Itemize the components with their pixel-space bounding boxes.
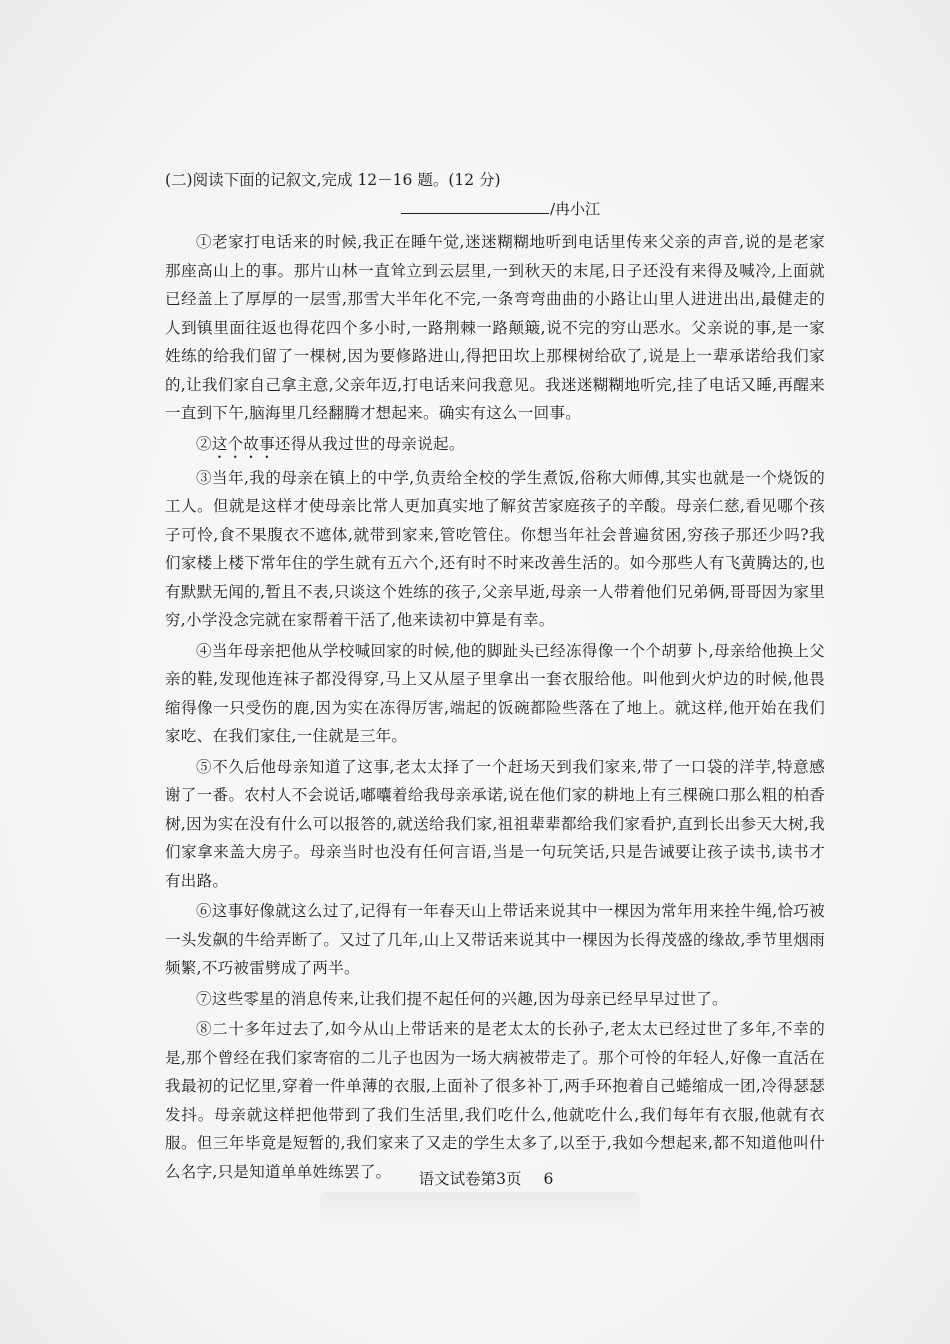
- paragraph-2-text: 还得从我过世的母亲说起。: [275, 434, 465, 453]
- paragraph-5: ⑤不久后他母亲知道了这事,老太太择了一个赶场天到我们家来,带了一口袋的洋芋,特意感谢了一番。农村人不会说话,嘟囔着给我母亲承诺,说在他们家的耕地上有三棵碗口那么粗的柏香树,因为实在没有什么可以报答的,就送给我们家,祖祖辈辈都给我们家看护,直到长出参天大树,我们家拿来盖大房子。母亲当时也没有任何言语,当是一句玩笑话,只是告诫要让孩子读书,读书才有出路。: [165, 757, 825, 890]
- title-byline-row: [165, 198, 825, 220]
- title-blank-line: [401, 213, 549, 214]
- section-header: (二)阅读下面的记叙文,完成 12－16 题。(12 分): [165, 171, 501, 189]
- paragraph-2: [165, 430, 825, 462]
- emphasized-phrase: 这个故事: [211, 434, 276, 453]
- paragraph-2-number: ②: [196, 434, 212, 453]
- page-footer: [0, 1168, 950, 1190]
- paragraph-8: ⑧二十多年过去了,如今从山上带话来的是老太太的长孙子,老太太已经过世了多年,不幸的是,那个曾经在我们家寄宿的二儿子也因为一场大病被带走了。那个可怜的年轻人,好像一直活在我最初的记忆里,穿着一件单薄的衣服,上面补了很多补丁,两手环抱着自己蜷缩成一团,冷得瑟瑟发抖。母亲就这样把他带到了我们生活里,我们吃什么,他就吃什么,我们每年有衣服,他就有衣服。但三年毕竟是短暂的,我们家来了又走的学生太多了,以至于,我如今想起来,都不知道他叫什么名字,只是知道单单姓练罢了。: [165, 1020, 825, 1181]
- paragraph-6: ⑥这事好像就这么过了,记得有一年春天山上带话来说其中一棵因为常年用来拴牛绳,恰巧被一头发飙的牛给弄断了。又过了几年,山上又带话来说其中一棵因为长得茂盛的缘故,季节里烟雨频繁,不巧被雷劈成了两半。: [165, 902, 825, 977]
- page-total: 6: [543, 1170, 554, 1188]
- paragraph-7: ⑦这些零星的消息传来,让我们提不起任何的兴趣,因为母亲已经早早过世了。: [196, 989, 728, 1008]
- author-byline: /冉小江: [550, 200, 601, 218]
- paragraph-3: ③当年,我的母亲在镇上的中学,负责给全校的学生煮饭,俗称大师傅,其实也就是一个烧饭的工人。但就是这样才使母亲比常人更加真实地了解贫苦家庭孩子的辛酸。母亲仁慈,看见哪个孩子可怜,食不果腹衣不遮体,就带到家来,管吃管住。你想当年社会普遍贫困,穷孩子那还少吗?我们家楼上楼下常年住的学生就有五六个,还有时不时来改善生活的。如今那些人有飞黄腾达的,也有默默无闻的,暂且不表,只谈这个姓练的孩子,父亲早逝,母亲一人带着他们兄弟俩,哥哥因为家里穷,小学没念完就在家帮着干活了,他来读初中算是有幸。: [165, 468, 825, 629]
- page-label: 语文试卷第3页: [418, 1170, 522, 1188]
- reading-section: [165, 168, 825, 1188]
- scan-smudge: [320, 1192, 640, 1232]
- paragraph-1: ①老家打电话来的时候,我正在睡午觉,迷迷糊糊地听到电话里传来父亲的声音,说的是老家那座高山上的事。那片山林一直耸立到云层里,一到秋天的末尾,日子还没有来得及喊冷,上面就已经盖上了厚厚的一层雪,那雪大半年化不完,一条弯弯曲曲的小路让山里人进进出出,最健走的人到镇里面往返也得花四个多小时,一路荆棘一路颠簸,说不完的穷山恶水。父亲说的事,是一家姓练的给我们留了一棵树,因为要修路进山,得把田坎上那棵树给砍了,说是上一辈承诺给我们家的,让我们家自己拿主意,父亲年迈,打电话来问我意见。我迷迷糊糊地听完,挂了电话又睡,再醒来一直到下午,脑海里几经翻腾才想起来。确实有这么一回事。: [165, 233, 825, 422]
- paragraph-4: ④当年母亲把他从学校喊回家的时候,他的脚趾头已经冻得像一个个胡萝卜,母亲给他换上父亲的鞋,发现他连袜子都没得穿,马上又从屋子里拿出一套衣服给他。叫他到火炉边的时候,他畏缩得像一只受伤的鹿,因为实在冻得厉害,端起的饭碗都险些落在了地上。就这样,他开始在我们家吃、在我们家住,一住就是三年。: [165, 641, 825, 745]
